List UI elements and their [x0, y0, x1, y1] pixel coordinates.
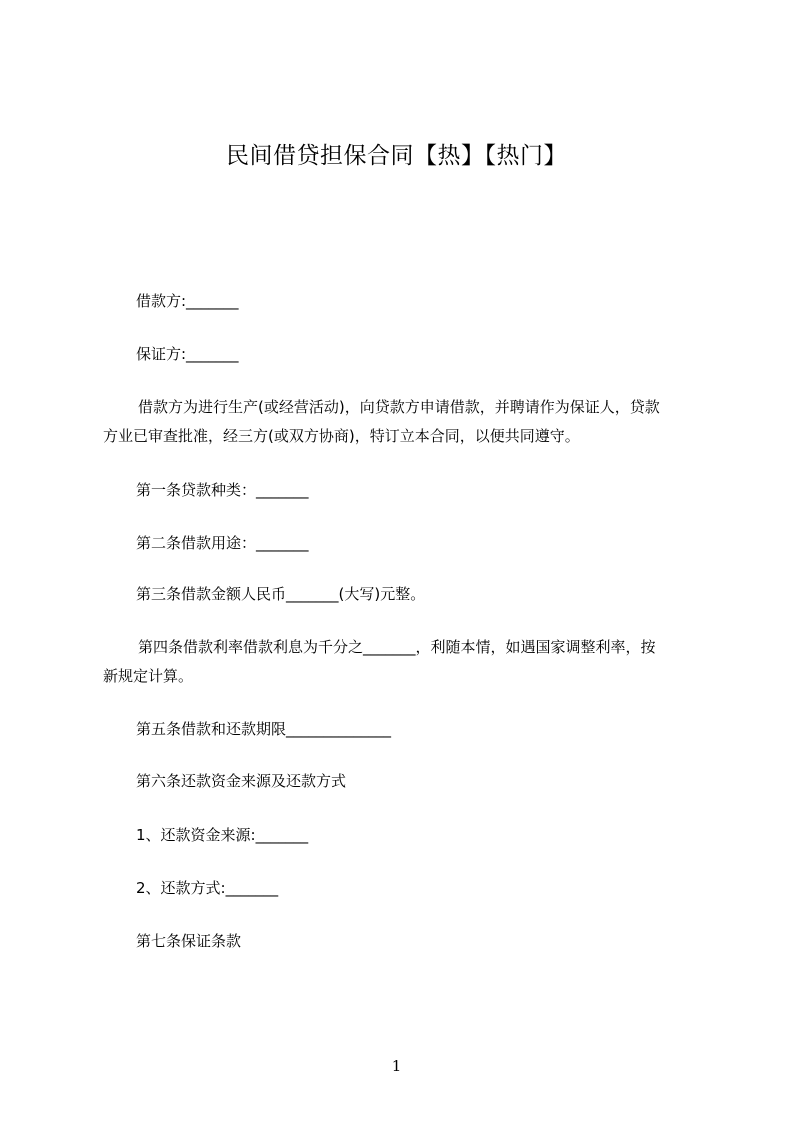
intro-paragraph-line-2: 方业已审查批准，经三方(或双方协商)，特订立本合同，以便共同遵守。 [103, 427, 580, 445]
borrower-line: 借款方:_______ [136, 292, 239, 310]
article-4-line-2: 新规定计算。 [103, 667, 194, 685]
article-4-line-1: 第四条借款利率借款利息为千分之_______，利随本情，如遇国家调整利率，按 [138, 638, 656, 656]
page-number: 1 [391, 1057, 402, 1075]
intro-paragraph-line-1: 借款方为进行生产(或经营活动)，向贷款方申请借款，并聘请作为保证人，贷款 [138, 398, 660, 416]
article-7: 第七条保证条款 [136, 932, 242, 950]
article-3: 第三条借款金额人民币_______(大写)元整。 [136, 585, 426, 603]
article-1: 第一条贷款种类：_______ [136, 481, 309, 499]
guarantor-line: 保证方:_______ [136, 345, 239, 363]
article-6: 第六条还款资金来源及还款方式 [136, 772, 347, 790]
article-6-item-2: 2、还款方式:_______ [136, 879, 279, 897]
article-2: 第二条借款用途：_______ [136, 534, 309, 552]
document-title: 民间借贷担保合同【热】【热门】 [226, 143, 567, 169]
intro-paragraph [103, 393, 703, 451]
article-4 [103, 633, 703, 691]
article-5: 第五条借款和还款期限______________ [136, 720, 392, 738]
article-6-item-1: 1、还款资金来源:_______ [136, 826, 309, 844]
